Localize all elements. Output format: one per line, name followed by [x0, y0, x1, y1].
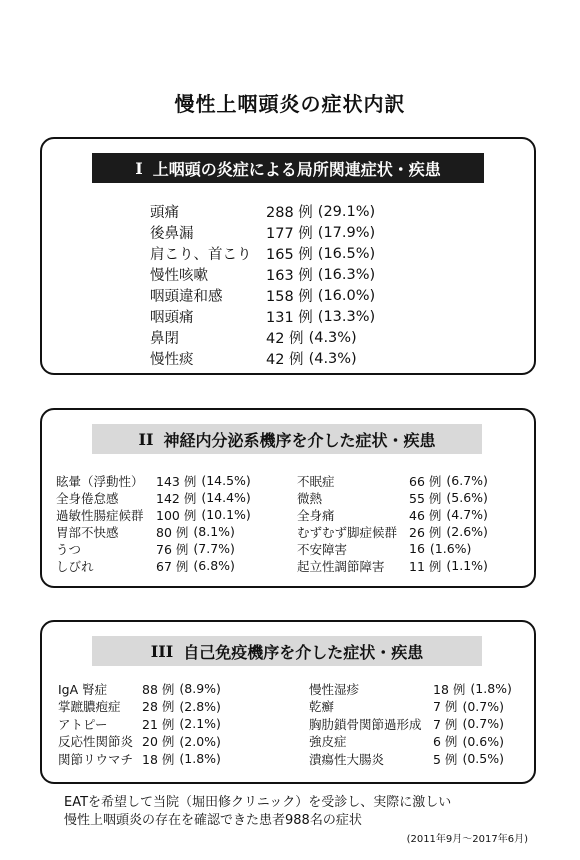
symptom-percent: (2.1%): [179, 716, 221, 732]
symptom-count: 26 例: [409, 524, 442, 540]
symptom-name: 咽頭違和感: [150, 289, 223, 305]
symptom-count: 66 例: [409, 473, 442, 489]
symptom-count: 177 例: [266, 226, 313, 242]
symptom-name: 胸肋鎖骨関節過形成: [309, 716, 422, 732]
section-1-box: [40, 137, 536, 375]
symptom-name: IgA 腎症: [58, 681, 108, 697]
caption: [64, 794, 514, 830]
symptom-name: 関節リウマチ: [58, 751, 134, 767]
symptom-count: 18 例: [433, 681, 466, 697]
section-3-left-column: [58, 680, 277, 768]
symptom-row: [150, 201, 375, 222]
symptom-count: 11 例: [409, 558, 442, 574]
symptom-percent: (1.1%): [446, 558, 488, 573]
symptom-percent: (13.3%): [317, 308, 376, 325]
symptom-percent: (2.8%): [179, 698, 221, 714]
section-2-box: [40, 408, 536, 588]
symptom-count: 7 例: [433, 699, 458, 715]
symptom-name: むずむず脚症候群: [297, 524, 398, 540]
symptom-row: [150, 243, 375, 264]
symptom-percent: (29.1%): [317, 203, 376, 220]
symptom-name: 潰瘍性大腸炎: [309, 751, 385, 767]
symptom-count: 46 例: [409, 507, 442, 523]
symptom-count: 42 例: [266, 331, 304, 347]
symptom-percent: (8.9%): [179, 681, 221, 697]
symptom-percent: (0.6%): [462, 733, 504, 749]
symptom-percent: (16.5%): [317, 245, 376, 262]
symptom-row: [297, 489, 526, 506]
symptom-name: 後鼻漏: [150, 226, 194, 242]
symptom-percent: (1.8%): [470, 681, 512, 697]
symptom-row: [56, 472, 285, 489]
section-2-right-column: [297, 472, 526, 574]
symptom-name: 乾癬: [309, 699, 335, 715]
symptom-name: 掌蹠膿疱症: [58, 699, 121, 715]
section-3-columns: [58, 680, 528, 768]
section-2-columns: [56, 472, 526, 574]
symptom-percent: (7.7%): [193, 541, 235, 556]
symptom-percent: (17.9%): [317, 224, 376, 241]
symptom-percent: (4.3%): [308, 350, 357, 367]
symptom-count: 67 例: [156, 558, 189, 574]
symptom-count: 100 例: [156, 507, 197, 523]
section-3-heading-text: 自己免疫機序を介した症状・疾患: [183, 642, 424, 662]
symptom-row: [297, 540, 526, 557]
symptom-name: 全身倦怠感: [56, 490, 119, 506]
symptom-percent: (16.0%): [317, 287, 376, 304]
page-title: 慢性上咽頭炎の症状内訳: [174, 92, 406, 116]
symptom-name: 頭痛: [150, 205, 179, 221]
symptom-name: 全身痛: [297, 507, 335, 523]
symptom-count: 6 例: [433, 734, 458, 750]
symptom-row: [297, 472, 526, 489]
symptom-percent: (14.5%): [201, 473, 251, 488]
section-3-heading: [92, 636, 482, 666]
symptom-percent: (4.7%): [446, 507, 488, 522]
symptom-percent: (0.7%): [462, 716, 504, 732]
symptom-percent: (16.3%): [317, 266, 376, 283]
symptom-row: [309, 750, 528, 768]
symptom-name: 起立性調節障害: [297, 558, 385, 574]
symptom-percent: (6.8%): [193, 558, 235, 573]
symptom-row: [56, 489, 285, 506]
symptom-name: 強皮症: [309, 734, 347, 750]
section-2-heading: [92, 424, 482, 454]
symptom-row: [58, 698, 277, 716]
section-1-numeral: I: [135, 158, 143, 178]
symptom-count: 165 例: [266, 247, 313, 263]
symptom-row: [309, 733, 528, 751]
symptom-count: 18 例: [142, 751, 175, 767]
symptom-row: [58, 715, 277, 733]
symptom-row: [309, 680, 528, 698]
symptom-name: 不眠症: [297, 473, 335, 489]
symptom-count: 142 例: [156, 490, 197, 506]
symptom-percent: (5.6%): [446, 490, 488, 505]
symptom-row: [150, 264, 375, 285]
symptom-percent: (10.1%): [201, 507, 251, 522]
symptom-percent: (8.1%): [193, 524, 235, 539]
symptom-row: [150, 222, 375, 243]
symptom-count: 28 例: [142, 699, 175, 715]
symptom-row: [150, 327, 375, 348]
symptom-name: しびれ: [56, 558, 94, 574]
symptom-name: 慢性痰: [150, 352, 194, 368]
section-3-numeral: III: [150, 641, 174, 661]
symptom-count: 88 例: [142, 681, 175, 697]
symptom-percent: (2.0%): [179, 733, 221, 749]
symptom-name: 不安障害: [297, 541, 348, 557]
section-1-list: [150, 201, 375, 369]
symptom-row: [56, 523, 285, 540]
symptom-count: 76 例: [156, 541, 189, 557]
caption-line-2: 慢性上咽頭炎の存在を確認できた患者988名の症状: [64, 813, 362, 828]
symptom-row: [56, 506, 285, 523]
symptom-count: 288 例: [266, 205, 313, 221]
symptom-count: 7 例: [433, 716, 458, 732]
period-note: (2011年9月〜2017年6月): [406, 834, 528, 845]
section-1-heading: [92, 153, 484, 183]
symptom-row: [56, 557, 285, 574]
section-1-heading-text: 上咽頭の炎症による局所関連症状・疾患: [152, 159, 441, 179]
symptom-count: 163 例: [266, 268, 313, 284]
symptom-count: 55 例: [409, 490, 442, 506]
symptom-count: 80 例: [156, 524, 189, 540]
symptom-count: 21 例: [142, 716, 175, 732]
symptom-name: 反応性関節炎: [58, 734, 134, 750]
symptom-name: アトピー: [58, 716, 108, 732]
section-2-heading-text: 神経内分泌系機序を介した症状・疾患: [163, 430, 436, 450]
symptom-percent: (14.4%): [201, 490, 251, 505]
symptom-name: 過敏性腸症候群: [56, 507, 144, 523]
symptom-name: うつ: [56, 541, 82, 557]
symptom-percent: (0.5%): [462, 751, 504, 767]
symptom-percent: (1.8%): [179, 751, 221, 767]
symptom-name: 微熱: [297, 490, 323, 506]
symptom-name: 慢性咳嗽: [150, 268, 208, 284]
symptom-count: 131 例: [266, 310, 313, 326]
symptom-row: [309, 698, 528, 716]
symptom-name: 咽頭痛: [150, 310, 194, 326]
symptom-name: 肩こり、首こり: [150, 247, 252, 263]
symptom-row: [56, 540, 285, 557]
symptom-percent: (2.6%): [446, 524, 488, 539]
section-2-numeral: II: [138, 429, 154, 449]
symptom-name: 慢性湿疹: [309, 681, 360, 697]
symptom-row: [58, 750, 277, 768]
symptom-count: 20 例: [142, 734, 175, 750]
section-2-left-column: [56, 472, 285, 574]
symptom-count: 42 例: [266, 352, 304, 368]
symptom-percent: (4.3%): [308, 329, 357, 346]
symptom-name: 胃部不快感: [56, 524, 119, 540]
symptom-percent: (0.7%): [462, 698, 504, 714]
symptom-row: [150, 306, 375, 327]
section-3-right-column: [309, 680, 528, 768]
symptom-percent: (1.6%): [429, 541, 472, 556]
symptom-percent: (6.7%): [446, 473, 488, 488]
symptom-row: [297, 523, 526, 540]
symptom-row: [297, 557, 526, 574]
symptom-name: 眩暈（浮動性）: [56, 473, 144, 489]
caption-line-1: EATを希望して当院（堀田修クリニック）を受診し、実際に激しい: [64, 795, 452, 810]
symptom-count: 158 例: [266, 289, 313, 305]
symptom-row: [58, 733, 277, 751]
symptom-row: [309, 715, 528, 733]
symptom-name: 鼻閉: [150, 331, 179, 347]
symptom-count: 5 例: [433, 751, 458, 767]
symptom-row: [58, 680, 277, 698]
symptom-row: [150, 285, 375, 306]
symptom-row: [297, 506, 526, 523]
symptom-row: [150, 348, 375, 369]
symptom-count: 16: [409, 541, 425, 556]
symptom-count: 143 例: [156, 473, 197, 489]
section-3-box: [40, 620, 536, 784]
